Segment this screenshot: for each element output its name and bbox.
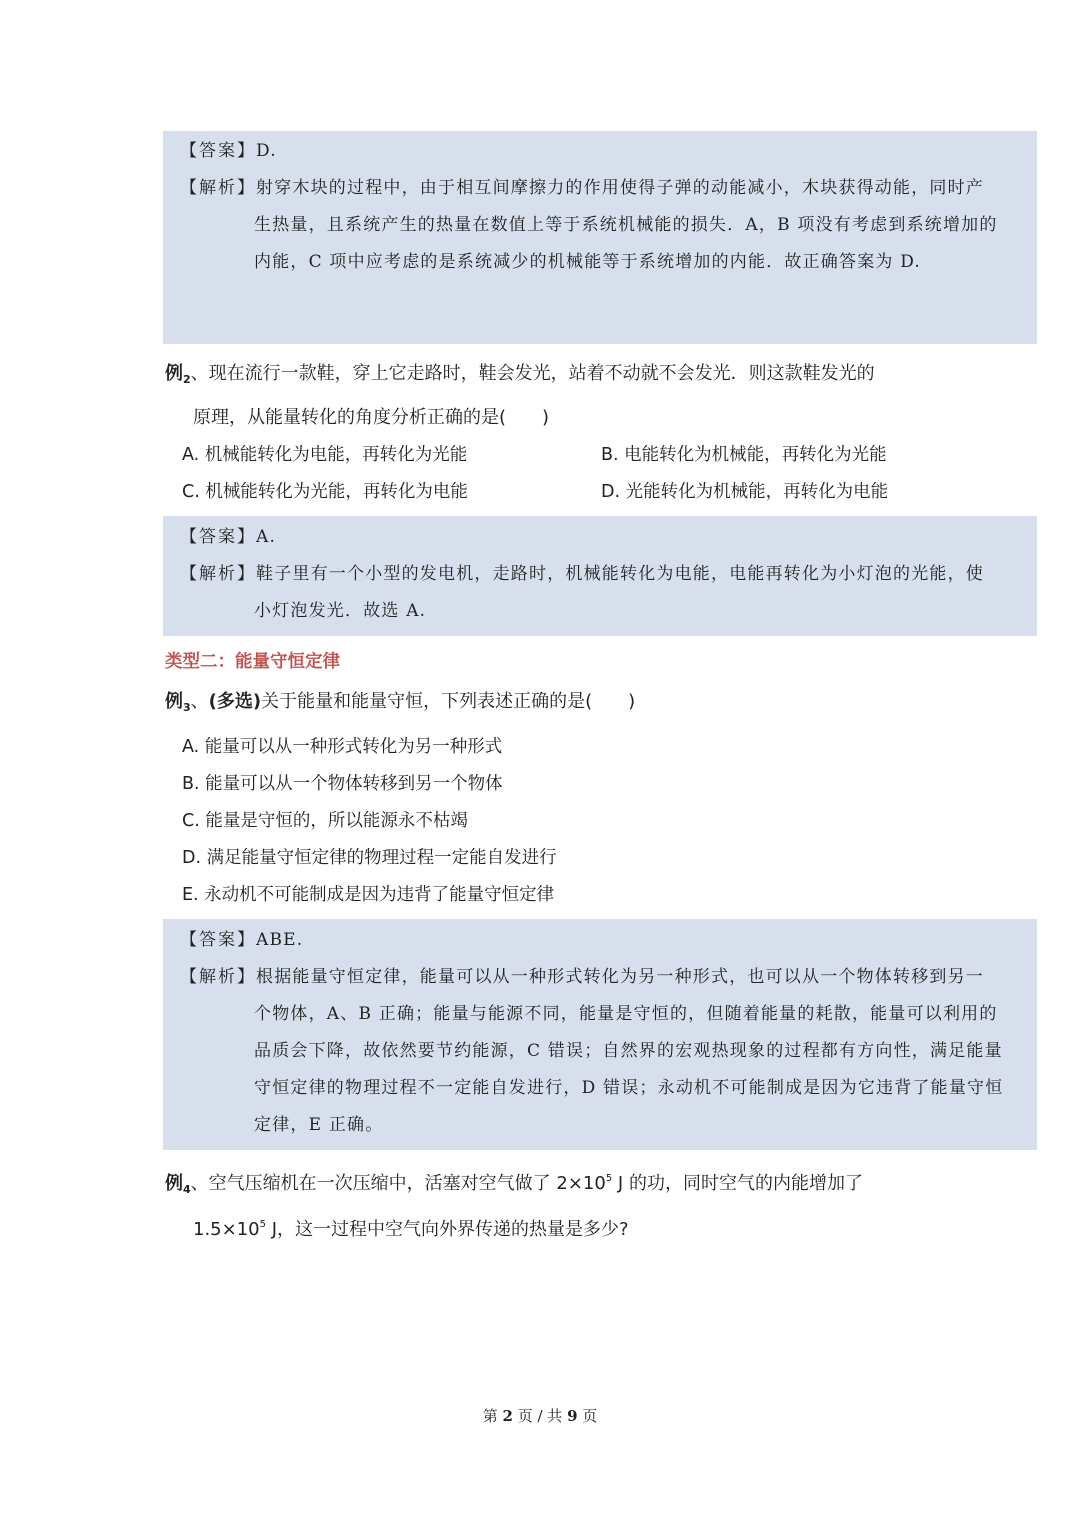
footer-text: 页 / 共 [512, 1407, 568, 1425]
question-number: 3 [183, 701, 191, 714]
exponent: 5 [259, 1219, 266, 1230]
option-c: C. 能量是守恒的，所以能源永不枯竭 [182, 811, 468, 831]
explain-line [180, 176, 984, 200]
explain-line: 生热量，且系统产生的热量在数值上等于系统机械能的损失．A，B 项没有考虑到系统增加的 [254, 215, 998, 235]
question-3 [165, 689, 635, 721]
option-b: B. 能量可以从一个物体转移到另一个物体 [182, 774, 503, 794]
option-d: D. 满足能量守恒定律的物理过程一定能自发进行 [182, 848, 557, 868]
explain-line: 定律，E 正确。 [254, 1115, 384, 1135]
page-footer [0, 1406, 1080, 1426]
answer-tag: 【答案】 [180, 930, 256, 950]
exponent: 5 [605, 1173, 613, 1184]
answer-tag: 【答案】 [180, 527, 256, 547]
answer-line-2 [180, 525, 276, 549]
question-text: 1.5×10 [193, 1219, 260, 1240]
question-2 [165, 361, 875, 393]
explain-text: 鞋子里有一个小型的发电机，走路时，机械能转化为电能，电能再转化为小灯泡的光能，使 [256, 564, 984, 584]
option-e: E. 永动机不可能制成是因为违背了能量守恒定律 [182, 885, 555, 905]
question-text: 空气压缩机在一次压缩中，活塞对空气做了 2×10 [208, 1173, 606, 1194]
question-text: J 的功，同时空气的内能增加了 [612, 1173, 863, 1194]
explain-line: 个物体，A、B 正确；能量与能源不同，能量是守恒的，但随着能量的耗散，能量可以利用的 [254, 1004, 998, 1024]
option-a: A. 能量可以从一种形式转化为另一种形式 [182, 737, 503, 757]
option-b: B. 电能转化为机械能，再转化为光能 [601, 445, 887, 465]
total-pages: 9 [567, 1407, 578, 1425]
explain-line: 品质会下降，故依然要节约能源，C 错误；自然界的宏观热现象的过程都有方向性，满足能量 [254, 1041, 1003, 1061]
answer-value: A. [256, 527, 277, 547]
explain-line: 小灯泡发光．故选 A. [254, 601, 427, 621]
page-number: 2 [502, 1407, 513, 1425]
question-text: 关于能量和能量守恒，下列表述正确的是( ) [261, 691, 636, 712]
question-text: J，这一过程中空气向外界传递的热量是多少? [266, 1219, 629, 1240]
question-label: 例 [165, 363, 183, 384]
explain-line [180, 965, 984, 989]
answer-tag: 【答案】 [180, 141, 256, 161]
multi-choice-tag: (多选) [208, 691, 262, 712]
question-sep: 、 [190, 1173, 209, 1194]
footer-text: 页 [577, 1407, 598, 1425]
answer-box-1 [163, 131, 1037, 344]
explain-line: 守恒定律的物理过程不一定能自发进行，D 错误；永动机不可能制成是因为它违背了能量守恒 [254, 1078, 1004, 1098]
question-text: 现在流行一款鞋，穿上它走路时，鞋会发光，站着不动就不会发光．则这款鞋发光的 [208, 363, 875, 384]
question-label: 例 [165, 1173, 183, 1194]
explain-line: 内能，C 项中应考虑的是系统减少的机械能等于系统增加的内能．故正确答案为 D. [254, 252, 922, 272]
question-label: 例 [165, 691, 183, 712]
question-sep: 、 [190, 691, 209, 712]
question-number: 2 [183, 373, 191, 386]
option-c: C. 机械能转化为光能，再转化为电能 [182, 482, 468, 502]
answer-value: ABE. [256, 930, 304, 950]
question-2-line2: 原理，从能量转化的角度分析正确的是( ) [193, 407, 550, 428]
explain-line [180, 562, 984, 586]
option-d: D. 光能转化为机械能，再转化为电能 [601, 482, 889, 502]
footer-text: 第 [482, 1407, 503, 1425]
explain-text: 射穿木块的过程中，由于相互间摩擦力的作用使得子弹的动能减小，木块获得动能，同时产 [256, 178, 984, 198]
question-sep: 、 [190, 363, 209, 384]
answer-value: D. [256, 141, 277, 161]
question-4 [165, 1166, 863, 1203]
explain-text: 根据能量守恒定律，能量可以从一种形式转化为另一种形式，也可以从一个物体转移到另一 [256, 967, 984, 987]
section-heading: 类型二：能量守恒定律 [165, 652, 340, 672]
explain-tag: 【解析】 [180, 967, 256, 987]
answer-line-3 [180, 928, 303, 952]
question-4-line2 [193, 1212, 629, 1243]
explain-tag: 【解析】 [180, 178, 256, 198]
explain-tag: 【解析】 [180, 564, 256, 584]
question-number: 4 [183, 1183, 191, 1196]
option-a: A. 机械能转化为电能，再转化为光能 [182, 445, 468, 465]
answer-line-1 [180, 139, 277, 163]
